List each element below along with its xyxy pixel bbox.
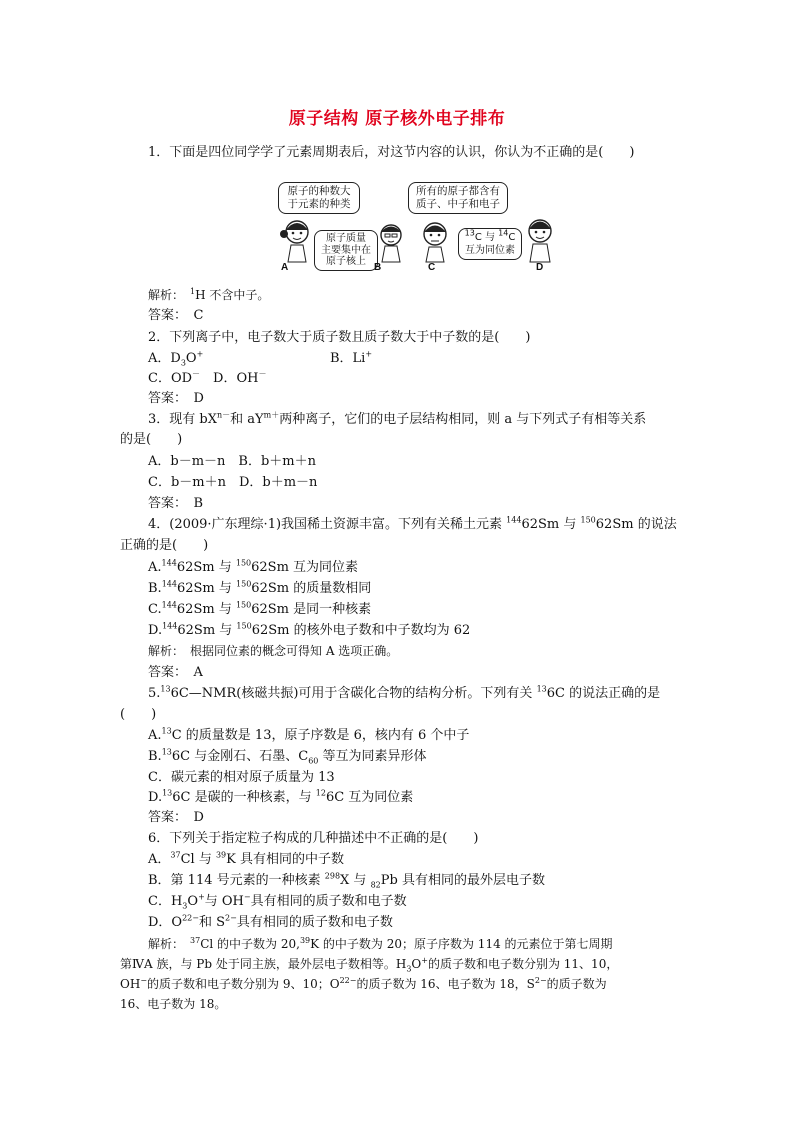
q4-stem-line1: 4．(2009·广东理综·1)我国稀土资源丰富。下列有关稀土元素 $^{144}$62Sm 与 $^{150}$62Sm 的说法 [148,515,677,532]
q4-option-d: D.$^{144}$62Sm 与 $^{150}$62Sm 的核外电子数和中子数均为 62 [148,621,471,638]
bubble-b [314,230,378,271]
q6-option-b: B．第 114 号元素的一种核素 $^{298}$X 与 $_{82}$Pb 具有相同的最外层电子数 [148,871,545,890]
q4-stem-line2: 正确的是( ) [120,538,209,553]
bubble-a-line2: 于元素的种类 [287,198,351,210]
q5-option-d: D.$^{13}$6C 是碳的一种核素，与 $^{12}$6C 互为同位素 [148,788,414,805]
q4-analysis: 解析： 根据同位素的概念可得知 A 选项正确。 [148,644,399,658]
q6-option-d: D．$O^{22-}$和 $S^{2-}$具有相同的质子数和电子数 [148,913,393,930]
q2-stem: 2．下列离子中，电子数大于质子数且质子数大于中子数的是( ) [148,330,531,345]
q3-stem-line1: 3．现有 $bX^{n-}$和 $aY^{m+}$两种离子，它们的电子层结构相同，则 a 与下列式子有相等关系 [148,410,647,427]
q4-option-a: A.$^{144}$62Sm 与 $^{150}$62Sm 互为同位素 [148,558,359,575]
q6-analysis-line3: OH−的质子数和电子数分别为 9、10；$O^{22-}$的质子数为 16、电子数为 18，$S^{2-}$的质子数为 [120,976,607,991]
q2-option-a: A．$D_3O^+$ [148,349,204,368]
bubble-c [408,182,508,214]
bubble-d-line2: 互为同位素 [465,245,515,256]
bubble-d-line1: $^{13}$C 与 $^{14}$C [464,228,516,243]
q6-option-a: A．$^{37}$Cl 与 $^{39}$K 具有相同的中子数 [148,850,344,867]
q1-analysis: 解析： $^1$H 不含中子。 [148,287,270,302]
q1-answer: 答案： C [148,308,204,323]
bubble-a-line1: 原子的种数大 [287,185,351,197]
student-d-icon [522,216,558,264]
bubble-c-line2: 质子、中子和电子 [416,198,500,210]
q3-stem-line2: 的是( ) [120,432,183,447]
q3-answer: 答案： B [148,496,204,511]
label-d: D [536,262,544,273]
q6-analysis-line4: 16、电子数为 18。 [120,997,227,1011]
q2-option-cd: C．OD－ D．OH－ [148,369,267,386]
q5-answer: 答案： D [148,810,204,825]
q5-option-b: B.$^{13}$6C 与金刚石、石墨、$C_{60}$ 等互为同素异形体 [148,747,427,766]
q1-stem: 1．下面是四位同学学了元素周期表后，对这节内容的认识，你认为不正确的是( ) [148,145,635,160]
q6-analysis-line2: 第ⅣA 族，与 Pb 处于同主族，最外层电子数相等。$H_3O^+$的质子数和电子数分别为 11、10， [120,956,619,974]
q6-option-c: C．$H_3O^+$与 OH−具有相同的质子数和电子数 [148,892,407,911]
student-b-icon [376,222,406,264]
q5-stem-line1: 5.136C—NMR(核磁共振)可用于含碳化合物的结构分析。下列有关 $^{13}$6C 的说法正确的是 [148,684,661,701]
q3-option-cd: C．b－m＋n D．b＋m－n [148,475,318,490]
q5-option-a: A.$^{13}$C 的质量数是 13，原子序数是 6，核内有 6 个中子 [148,726,470,743]
bubble-b-line3: 原子核上 [326,256,366,267]
page-title: 原子结构 原子核外电子排布 [288,109,506,129]
label-c: C [428,262,436,273]
student-a-icon [280,218,314,264]
bubble-a [278,182,360,214]
q3-option-ab: A．b－m－n B．b＋m＋n [148,454,316,469]
q6-analysis-line1: 解析： $^{37}$Cl 的中子数为 20,39K 的中子数为 20；原子序数为 114 的元素位于第七周期 [148,936,613,951]
q5-stem-line2: ( ) [120,707,157,722]
q4-option-c: C.$^{144}$62Sm 与 $^{150}$62Sm 是同一种核素 [148,600,372,617]
q6-stem: 6．下列关于指定粒子构成的几种描述中不正确的是( ) [148,831,479,846]
label-b: B [374,262,382,273]
label-a: A [281,262,289,273]
bubble-d [458,228,522,260]
student-c-icon [418,220,452,264]
q4-option-b: B.$^{144}$62Sm 与 $^{150}$62Sm 的质量数相同 [148,579,372,596]
bubble-b-line2: 主要集中在 [321,244,371,256]
q2-answer: 答案： D [148,391,204,406]
q1-illustration [268,178,568,278]
q2-option-b: B．Li+ [330,349,373,366]
q4-answer: 答案： A [148,665,203,680]
q5-option-c: C．碳元素的相对原子质量为 13 [148,770,335,785]
bubble-b-line1: 原子质量 [326,233,366,244]
bubble-c-line1: 所有的原子都含有 [416,185,500,197]
